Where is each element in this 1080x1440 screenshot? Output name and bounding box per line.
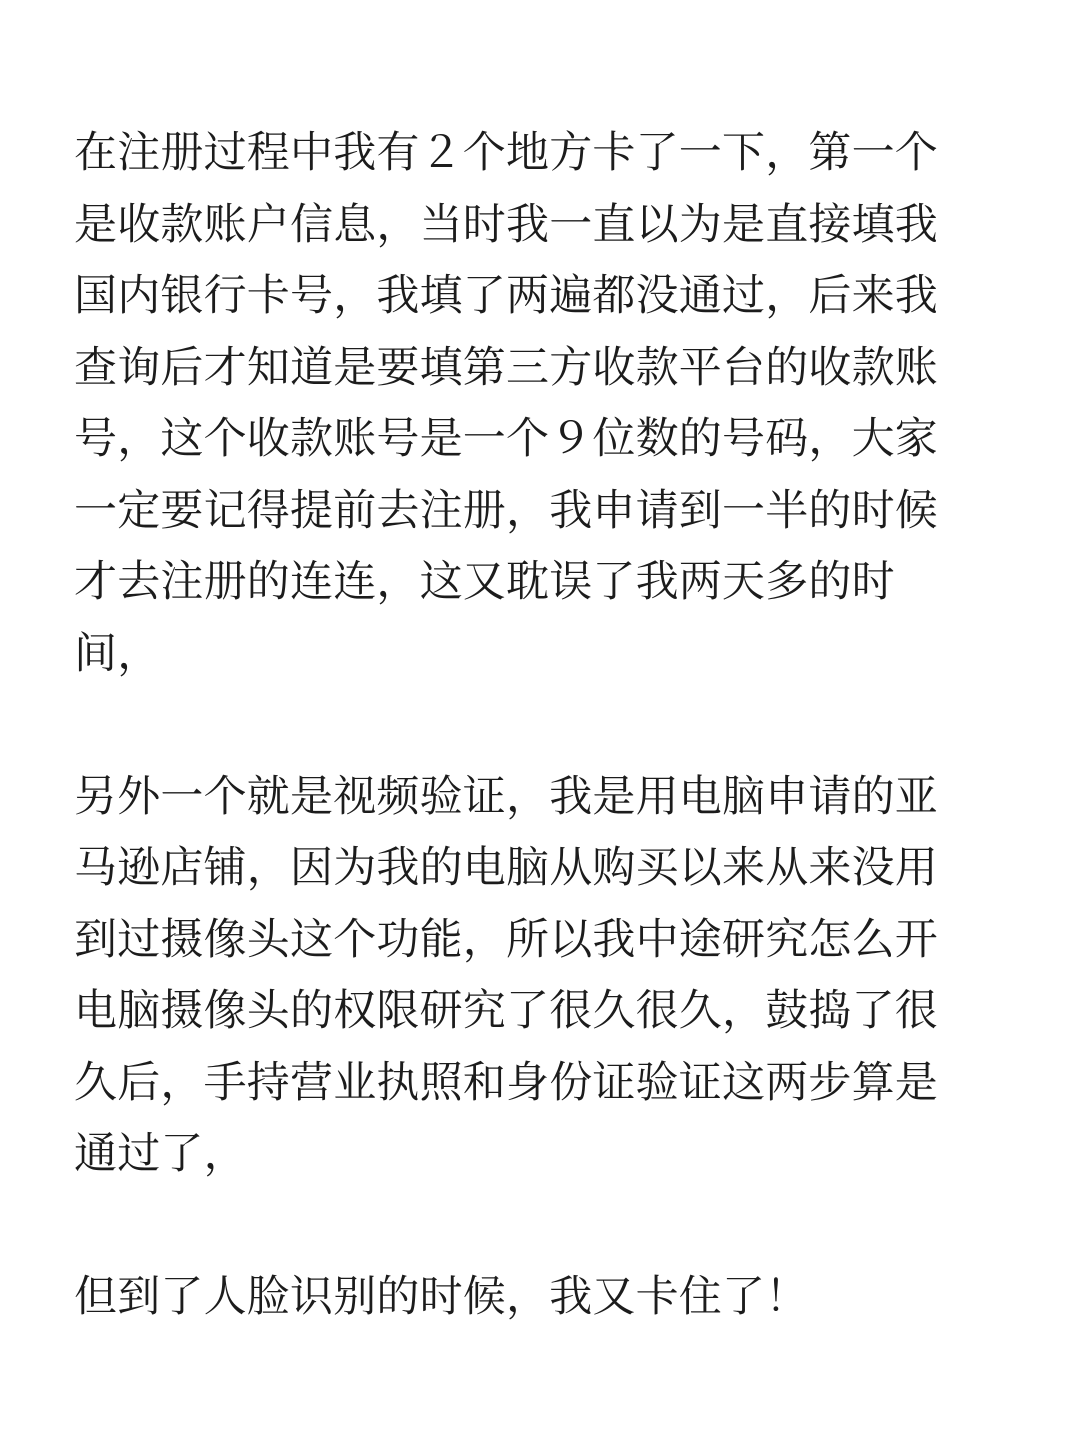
text-line: 是收款账户信息，当时我一直以为是直接填我 [74,199,938,250]
text-line: 到过摄像头这个功能，所以我中途研究怎么开 [74,914,938,965]
text-line: 久后，手持营业执照和身份证验证这两步算是 [74,1057,938,1108]
paragraph-3 [74,1262,1014,1334]
paragraph-spacer [74,1191,1014,1263]
text-line: 在注册过程中我有２个地方卡了一下，第一个 [74,128,938,178]
text-line: 国内银行卡号，我填了两遍都没通过，后来我 [74,271,938,321]
paragraph-spacer [74,690,1014,762]
paragraph-2 [74,762,1014,1191]
text-line: 才去注册的连连，这又耽误了我两天多的时 [74,557,895,607]
text-line: 一定要记得提前去注册，我申请到一半的时候 [74,485,938,536]
text-line: 但到了人脸识别的时候，我又卡住了！ [74,1272,809,1322]
article-body [74,118,1014,1334]
text-line: 马逊店铺，因为我的电脑从购买以来从来没用 [74,843,938,893]
text-line: 号，这个收款账号是一个９位数的号码，大家 [74,414,938,464]
text-line: 电脑摄像头的权限研究了很久很久，鼓捣了很 [74,986,938,1036]
text-line: 查询后才知道是要填第三方收款平台的收款账 [74,342,938,393]
paragraph-1 [74,118,1014,690]
text-line: 通过了， [74,1129,247,1179]
text-line: 另外一个就是视频验证，我是用电脑申请的亚 [74,771,938,822]
text-line: 间， [74,628,161,679]
